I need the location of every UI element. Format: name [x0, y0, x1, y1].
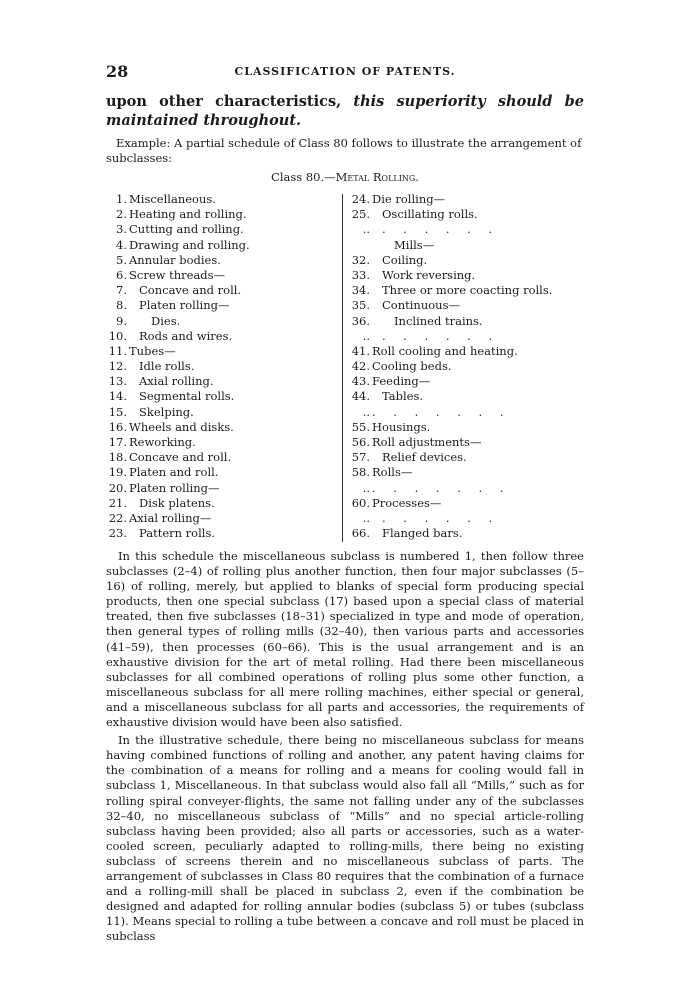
subclass-number: 42.	[351, 359, 370, 374]
subclass-title: Heating and rolling.	[129, 207, 247, 222]
subclass-number: 4.	[116, 237, 127, 252]
subclass-number: 2.	[116, 207, 127, 222]
subclass-title: Wheels and disks.	[129, 419, 234, 434]
schedule-row	[106, 389, 336, 404]
schedule-row	[106, 435, 336, 450]
subclass-number: 3.	[116, 222, 127, 237]
subclass-number: 14.	[108, 389, 127, 404]
subclass-number: ..	[362, 480, 370, 495]
subclass-number: ..	[362, 510, 370, 525]
subclass-title: Die rolling—	[372, 192, 446, 206]
subclass-title: Axial rolling—	[129, 510, 212, 525]
subclass-title: Platen rolling—	[139, 298, 230, 313]
lead-italic: this superiority should be maintained throughout.	[106, 93, 584, 129]
subclass-number: 12.	[108, 359, 127, 374]
ellipsis-row: . . . . . .	[382, 510, 500, 525]
example-intro: Example: A partial schedule of Class 80 follows to illustrate the arrangement of subclasses:	[106, 136, 582, 165]
subclass-title: Disk platens.	[139, 495, 215, 510]
schedule-row	[349, 283, 584, 298]
subclass-title: Concave and roll.	[139, 283, 242, 298]
subclass-title: Dies.	[151, 313, 181, 328]
subclass-number: 15.	[108, 404, 127, 419]
schedule-row	[349, 511, 584, 526]
schedule-row	[349, 359, 584, 374]
subclass-number: 9.	[116, 313, 127, 328]
schedule-row	[106, 450, 336, 465]
schedule-row	[106, 526, 336, 541]
ellipsis-row: . . . . . . .	[372, 480, 511, 495]
schedule-row	[349, 192, 584, 207]
subclass-number: 66.	[351, 526, 370, 541]
ellipsis-row: . . . . . .	[382, 328, 500, 343]
subclass-number: 20.	[108, 480, 127, 495]
subclass-number: 57.	[351, 450, 370, 465]
schedule-row	[349, 420, 584, 435]
subclass-number: 18.	[108, 450, 127, 465]
subclass-number: 24.	[351, 192, 370, 206]
schedule-row	[106, 207, 336, 222]
subclass-number: 25.	[351, 207, 370, 222]
subclass-title: Drawing and rolling.	[129, 237, 250, 252]
schedule-row	[106, 283, 336, 298]
subclass-number: ..	[362, 404, 370, 419]
subclass-title: Cooling beds.	[372, 359, 452, 374]
subclass-title: Skelping.	[139, 404, 194, 419]
schedule-row	[106, 496, 336, 511]
subclass-title: Miscellaneous.	[129, 192, 216, 206]
subclass-title: Work reversing.	[382, 267, 476, 282]
schedule-title	[106, 170, 584, 184]
subclass-title: Tubes—	[129, 343, 176, 358]
schedule-title-name: Metal Rolling.	[335, 170, 419, 184]
body-text	[106, 549, 584, 947]
subclass-title: Continuous—	[382, 298, 460, 313]
subclass-number: 58.	[351, 465, 370, 480]
schedule-row	[106, 298, 336, 313]
subclass-title: Coiling.	[382, 252, 428, 267]
subclass-number: 34.	[351, 283, 370, 298]
subclass-number: 44.	[351, 389, 370, 404]
subclass-number: 1.	[116, 192, 127, 206]
schedule-row	[106, 268, 336, 283]
subclass-number: 5.	[116, 252, 127, 267]
schedule-right-column	[349, 192, 584, 541]
subclass-title: Segmental rolls.	[139, 389, 235, 404]
schedule-row	[349, 222, 584, 237]
subclass-number: 35.	[351, 298, 370, 313]
schedule-row	[106, 511, 336, 526]
subclass-title: Tables.	[382, 389, 424, 404]
subclass-number: 7.	[116, 283, 127, 298]
subclass-number: ..	[362, 222, 370, 237]
subclass-title: Cutting and rolling.	[129, 222, 244, 237]
subclass-title: Mills—	[394, 237, 435, 252]
schedule-row	[106, 465, 336, 480]
running-title: CLASSIFICATION OF PATENTS.	[234, 65, 456, 78]
subclass-title: Roll cooling and heating.	[372, 343, 518, 358]
subclass-number: 60.	[351, 495, 370, 510]
subclass-title: Processes—	[372, 495, 442, 510]
subclass-title: Housings.	[372, 419, 431, 434]
column-divider	[342, 194, 343, 542]
ellipsis-row: . . . . . .	[382, 222, 500, 237]
subclass-number: 55.	[351, 419, 370, 434]
subclass-number: 22.	[108, 510, 127, 525]
subclass-title: Platen and roll.	[129, 465, 219, 480]
schedule-row	[106, 359, 336, 374]
schedule-row	[106, 329, 336, 344]
subclass-title: Idle rolls.	[139, 359, 195, 374]
subclass-number: 13.	[108, 374, 127, 389]
schedule-title-prefix: Class 80.—	[271, 170, 336, 184]
schedule-left-column	[106, 192, 336, 541]
schedule-row	[349, 207, 584, 222]
page-header	[106, 62, 584, 82]
subclass-title: Platen rolling—	[129, 480, 220, 495]
subclass-title: Three or more coacting rolls.	[382, 283, 553, 298]
schedule-row	[349, 374, 584, 389]
schedule-row	[349, 450, 584, 465]
schedule-row	[349, 526, 584, 541]
subclass-title: Roll adjustments—	[372, 435, 482, 449]
subclass-number: 6.	[116, 267, 127, 282]
schedule-row	[349, 389, 584, 404]
schedule-row	[349, 465, 584, 480]
subclass-title: Relief devices.	[382, 450, 467, 465]
subclass-title: Feeding—	[372, 374, 431, 389]
schedule-row	[106, 374, 336, 389]
subclass-title: Screw threads—	[129, 267, 226, 282]
schedule-row	[106, 344, 336, 359]
lead-plain: upon other characteristics,	[106, 93, 354, 110]
subclass-number: ..	[362, 328, 370, 343]
subclass-number: 23.	[108, 526, 127, 541]
schedule-row	[349, 481, 584, 496]
subclass-number: 19.	[108, 465, 127, 480]
body-paragraph: In the illustrative schedule, there being no miscellaneous subclass for means having combined functions of rolling and another, any patent having claims for the combination of a means for rolling and a means for cooling would fall in subclass 1, Miscellaneous. In that subclass would also fall all “Mills,” such as for rolling spiral conveyer-flights, the same not falling under any of the subclasses 32–40, no miscellaneous subclass of “Mills” and no special article-rolling subclass having been provided; also all parts or accessories, such as a water-cooled screen, peculiarly adapted to rolling-mills, there being no existing subclass of screens therein and no miscellaneous subclass of parts. The arrangement of subclasses in Class 80 requires that the combination of a furnace and a rolling-mill shall be placed in subclass 2, even if the combination be designed and adapted for rolling annular bodies (subclass 5) or tubes (subclass 11). Means special to rolling a tube between a concave and roll must be placed in subclass	[106, 733, 584, 944]
subclass-number: 21.	[108, 495, 127, 510]
schedule-row	[106, 405, 336, 420]
schedule-row	[349, 329, 584, 344]
schedule-row	[106, 222, 336, 237]
subclass-title: Axial rolling.	[139, 374, 214, 389]
subclass-title: Rolls—	[372, 465, 413, 480]
schedule-row	[349, 268, 584, 283]
subclass-title: Pattern rolls.	[139, 526, 216, 541]
schedule-row	[349, 496, 584, 511]
schedule-row	[349, 344, 584, 359]
schedule-row	[106, 481, 336, 496]
subclass-number: 16.	[108, 419, 127, 434]
subclass-number: 10.	[108, 328, 127, 343]
lead-sentence	[106, 92, 584, 130]
schedule-row	[349, 238, 584, 253]
subclass-title: Inclined trains.	[394, 313, 483, 328]
subclass-number: 17.	[108, 435, 127, 449]
schedule-row	[106, 253, 336, 268]
subclass-number: 8.	[116, 298, 127, 313]
page-number: 28	[106, 62, 129, 81]
subclass-number: 11.	[108, 343, 127, 358]
subclass-number: 56.	[351, 435, 370, 449]
subclass-number: 32.	[351, 252, 370, 267]
subclass-title: Annular bodies.	[129, 252, 221, 267]
schedule-row	[349, 253, 584, 268]
subclass-number: 36.	[351, 313, 370, 328]
subclass-title: Flanged bars.	[382, 526, 463, 541]
ellipsis-row: . . . . . . .	[372, 404, 511, 419]
schedule-row	[106, 192, 336, 207]
subclass-title: Reworking.	[129, 435, 196, 449]
subclass-number: 41.	[351, 343, 370, 358]
schedule-row	[106, 420, 336, 435]
schedule-row	[349, 405, 584, 420]
subclass-title: Concave and roll.	[129, 450, 232, 465]
schedule-row	[349, 314, 584, 329]
subclass-title: Rods and wires.	[139, 328, 233, 343]
body-paragraph: In this schedule the miscellaneous subclass is numbered 1, then follow three subclasses (2–4) of rolling plus another function, then four major subclasses (5–16) of rolling, merely, but applied to blanks of special form producing special products, then one special subclass (17) based upon a special class of material treated, then five subclasses (18–31) specialized in type and mode of operation, then general types of rolling mills (32–40), then various parts and accessories (41–59), then processes (60–66). This is the usual arrangement and is an exhaustive division for the art of metal rolling. Had there been miscellaneous subclasses for all combined operations of rolling plus some other function, a miscellaneous subclass for all mere rolling machines, either special or general, and a miscellaneous subclass for all parts and accessories, the requirements of exhaustive division would have been also satisfied.	[106, 549, 584, 730]
subclass-number: 33.	[351, 267, 370, 282]
subclass-title: Oscillating rolls.	[382, 207, 478, 222]
schedule-row	[106, 314, 336, 329]
schedule-row	[106, 238, 336, 253]
subclass-number: 43.	[351, 374, 370, 389]
schedule-row	[349, 435, 584, 450]
schedule-row	[349, 298, 584, 313]
